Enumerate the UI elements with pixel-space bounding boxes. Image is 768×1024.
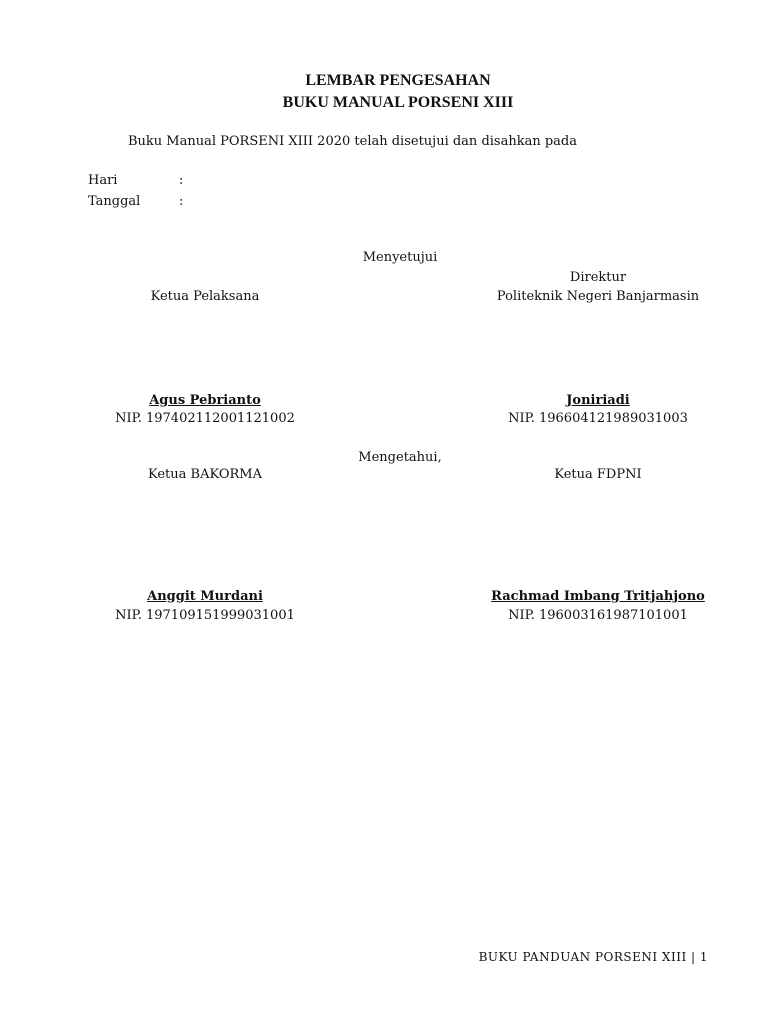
field-separator-hari: :	[179, 173, 184, 188]
acknowledgment-left-nip: NIP. 197109151999031001	[115, 608, 295, 623]
approval-right-title-line2: Politeknik Negeri Banjarmasin	[496, 289, 700, 304]
approval-right-nip: NIP. 196604121989031003	[508, 411, 688, 426]
page-title-line2: BUKU MANUAL PORSENI XIII	[282, 94, 514, 111]
page-title-line1: LEMBAR PENGESAHAN	[305, 72, 491, 89]
approval-right-title-line1: Direktur	[569, 270, 627, 285]
intro-paragraph: Buku Manual PORSENI XIII 2020 telah disetujui dan disahkan pada	[128, 134, 577, 149]
acknowledgment-heading: Mengetahui,	[358, 450, 442, 465]
acknowledgment-left-title: Ketua BAKORMA	[148, 467, 262, 482]
field-label-hari: Hari	[88, 173, 118, 188]
approval-right-name: Joniriadi	[566, 393, 630, 408]
approval-heading: Menyetujui	[362, 250, 438, 265]
approval-left-nip: NIP. 197402112001121002	[115, 411, 295, 426]
field-label-tanggal: Tanggal	[88, 194, 141, 209]
page-footer: BUKU PANDUAN PORSENI XIII | 1	[478, 950, 708, 964]
acknowledgment-right-nip: NIP. 196003161987101001	[508, 608, 688, 623]
acknowledgment-left-name: Anggit Murdani	[147, 589, 263, 604]
acknowledgment-right-name: Rachmad Imbang Tritjahjono	[491, 589, 705, 604]
field-separator-tanggal: :	[179, 194, 184, 209]
acknowledgment-right-title: Ketua FDPNI	[554, 467, 642, 482]
approval-left-name: Agus Pebrianto	[149, 393, 261, 408]
approval-left-title: Ketua Pelaksana	[150, 289, 260, 304]
